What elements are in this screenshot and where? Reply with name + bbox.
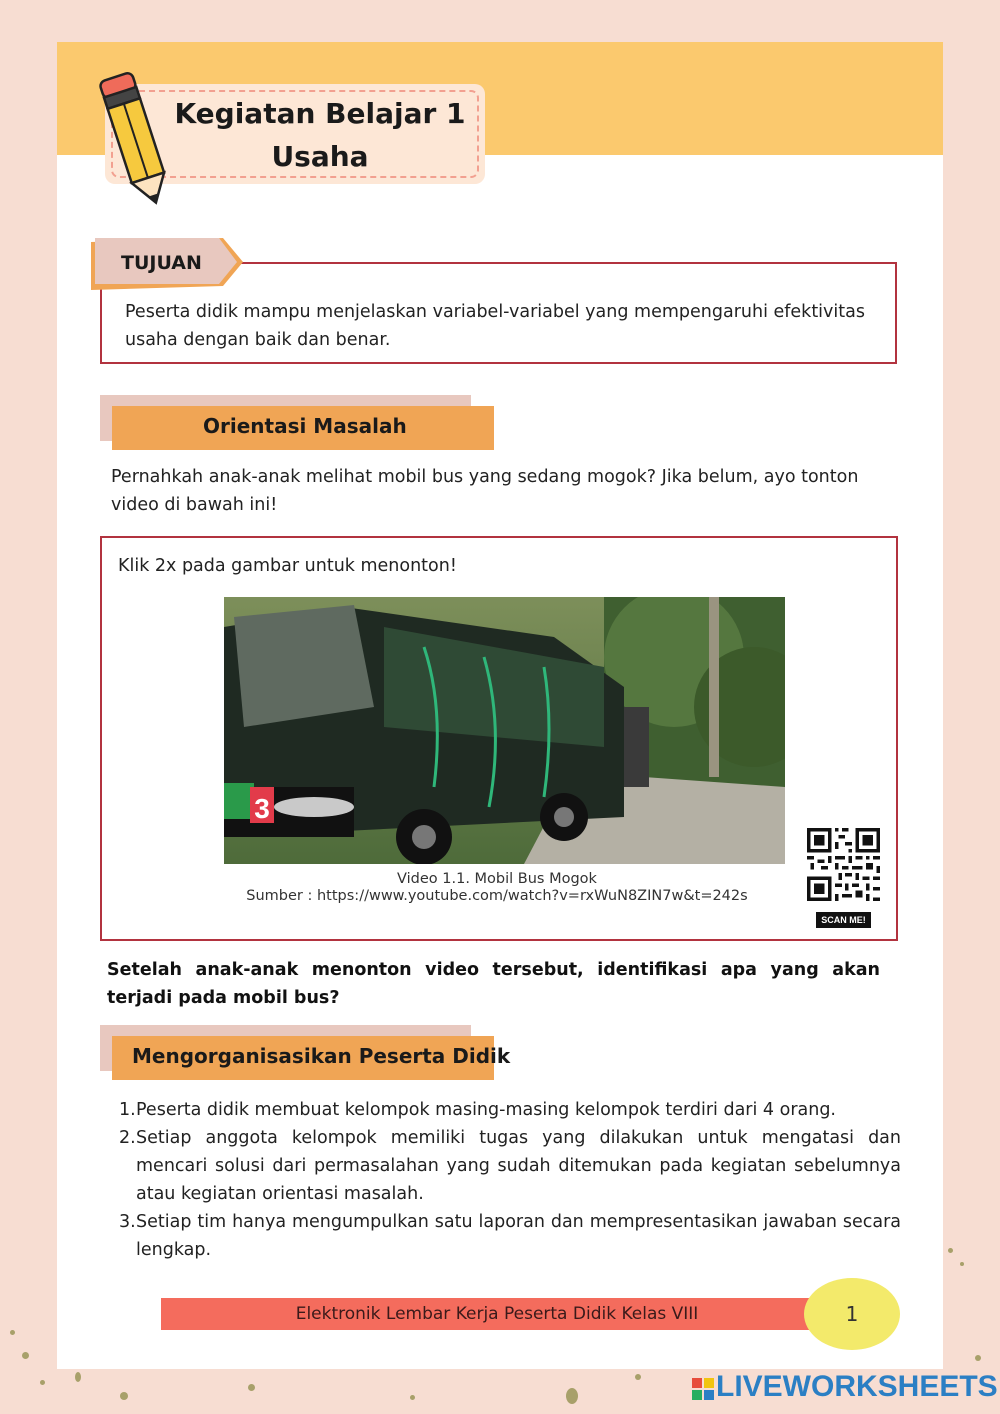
scan-me-label: SCAN ME! [816, 912, 871, 928]
video-source[interactable]: Sumber : https://www.youtube.com/watch?v=rxWuN8ZIN7w&t=242s [246, 888, 748, 904]
page-number: 1 [804, 1278, 900, 1350]
decor-dot [566, 1388, 578, 1404]
video-thumbnail[interactable] [224, 597, 785, 864]
page-title: Kegiatan Belajar 1 [174, 97, 466, 130]
footer-bar: Elektronik Lembar Kerja Peserta Didik Kelas VIII [161, 1298, 833, 1330]
orientasi-intro: Pernahkah anak-anak melihat mobil bus yang sedang mogok? Jika belum, ayo tonton video di bawah ini! [111, 467, 859, 515]
liveworksheets-watermark[interactable]: LIVEWORKSHEETS [716, 1370, 998, 1403]
tujuan-text: Peserta didik mampu menjelaskan variabel-variabel yang mempengaruhi efektivitas usaha dengan baik dan benar. [125, 302, 865, 350]
decor-dot [635, 1374, 641, 1380]
decor-dot [22, 1352, 29, 1359]
list-item: 2. Setiap anggota kelompok memiliki tugas yang dilakukan untuk mengatasi dan mencari solusi dari permasalahan yang sudah ditemukan pada kegiatan sebelumnya atau kegiatan orientasi masalah. [119, 1128, 901, 1204]
decor-dot [120, 1392, 128, 1400]
list-item: 1. Peserta didik membuat kelompok masing-masing kelompok terdiri dari 4 orang. [119, 1100, 836, 1120]
steps-list [119, 1096, 901, 1264]
decor-dot [75, 1372, 81, 1382]
pencil-icon [89, 60, 179, 210]
list-item: 3. Setiap tim hanya mengumpulkan satu laporan dan mempresentasikan jawaban secara lengkap. [119, 1212, 901, 1260]
orientasi-heading: Orientasi Masalah [203, 414, 407, 438]
decor-dot [40, 1380, 45, 1385]
liveworksheets-logo-icon [692, 1378, 714, 1400]
decor-dot [248, 1384, 255, 1391]
decor-dot [10, 1330, 15, 1335]
decor-dot [960, 1262, 964, 1266]
tujuan-label: TUJUAN [121, 252, 202, 274]
qr-code-icon[interactable] [807, 828, 880, 901]
video-caption: Video 1.1. Mobil Bus Mogok [397, 871, 597, 887]
page-subtitle: Usaha [271, 140, 369, 173]
title-block [155, 42, 485, 192]
decor-dot [948, 1248, 953, 1253]
organisasi-heading: Mengorganisasikan Peserta Didik [132, 1044, 511, 1068]
worksheet-page [57, 42, 943, 1369]
question-text: Setelah anak-anak menonton video tersebut, identifikasi apa yang akan terjadi pada mobil bus? [107, 960, 880, 1008]
decor-dot [410, 1395, 415, 1400]
svg-text:3: 3 [254, 793, 270, 824]
decor-dot [975, 1355, 981, 1361]
video-instruction: Klik 2x pada gambar untuk menonton! [118, 556, 457, 576]
